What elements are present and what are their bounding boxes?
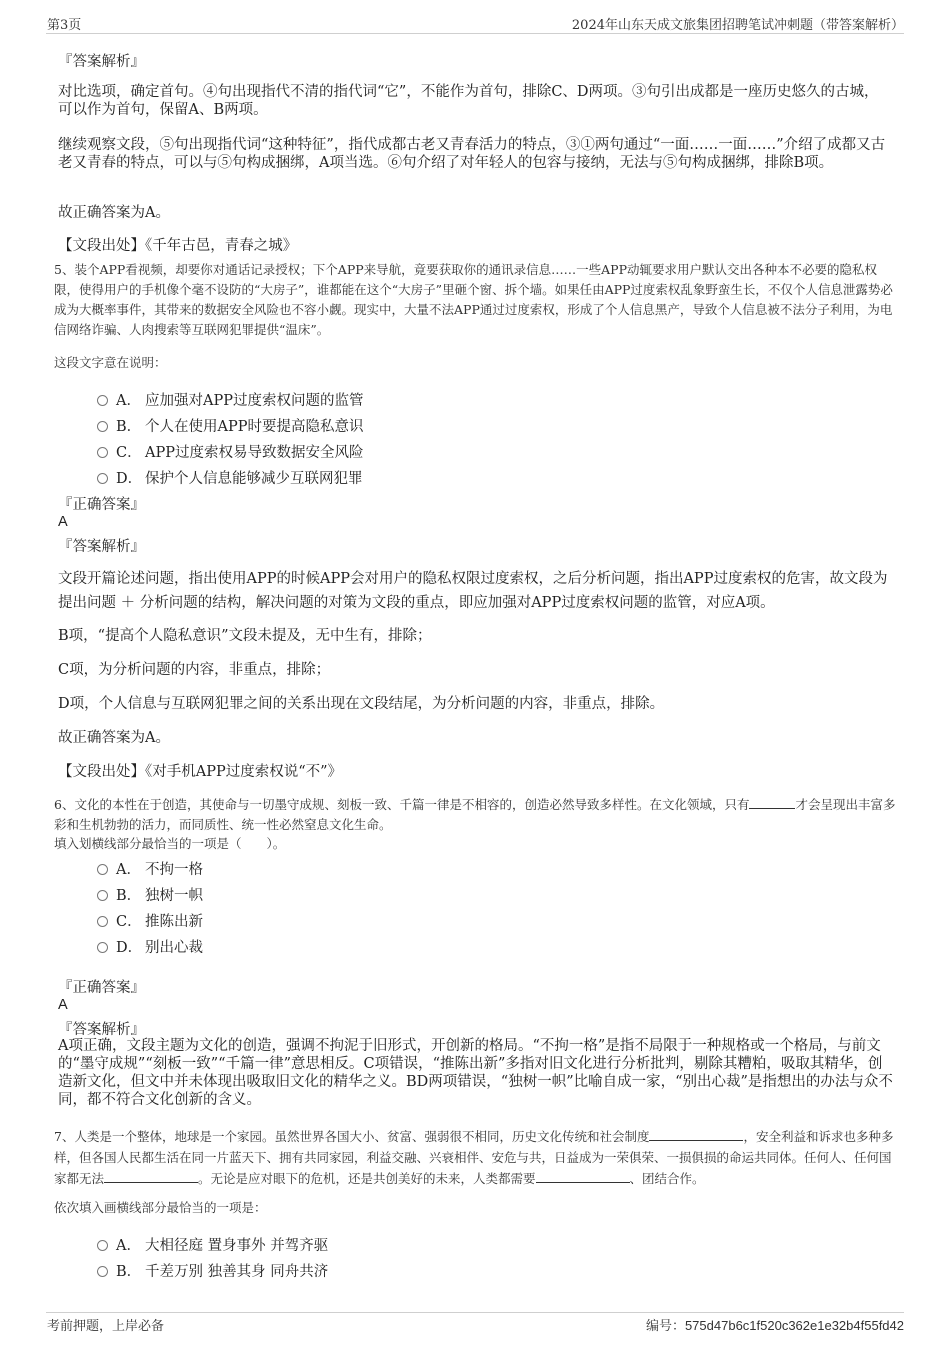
q6-analysis: A项正确，文段主题为文化的创造，强调不拘泥于旧形式，开创新的格局。“不拘一格”是指不局限于一种规格或一个格局，与前文的“墨守成规”“刻板一致”“千篇一律”意思相反。C项错误，“推陈出新”多指对旧文化进行分析批判，剔除其糟粕，吸取其精华，创造新文化，但文中并未体现出吸取旧文化的精华之义。BD两项错误，“独树一帜”比喻自成一家，“别出心裁”是指想出的办法与众不同，都不符合文化创新的含义。 xyxy=(58,1038,893,1108)
fill-blank xyxy=(749,796,795,809)
page-header xyxy=(0,0,950,34)
q6-prompt: 填入划横线部分最恰当的一项是（ ）。 xyxy=(54,836,286,851)
q6-correct-answer: A xyxy=(58,997,68,1013)
q4-analysis-p1: 对比选项，确定首句。④句出现指代不清的指代词“它”，不能作为首句，排除C、D两项。③句引出成都是一座历史悠久的古城，可以作为首句，保留A、B两项。 xyxy=(58,84,879,118)
radio-button[interactable] xyxy=(97,916,108,927)
document-code xyxy=(646,1315,904,1334)
q5-answer: 故正确答案为A。 xyxy=(58,730,170,746)
option-letter: A． xyxy=(116,862,141,878)
q5-analysis-p4: D项，个人信息与互联网犯罪之间的关系出现在文段结尾，为分析问题的内容，非重点，排除。 xyxy=(58,696,665,712)
code-value: 575d47b6c1f520c362e1e32b4f55fd42 xyxy=(684,1318,904,1333)
option-letter: B． xyxy=(116,888,142,904)
radio-button[interactable] xyxy=(97,942,108,953)
radio-button[interactable] xyxy=(97,421,108,432)
code-label: 编号： xyxy=(645,1319,685,1334)
footer-slogan: 考前押题，上岸必备 xyxy=(47,1319,165,1334)
q7-prompt: 依次填入画横线部分最恰当的一项是： xyxy=(54,1200,267,1215)
option-letter: D． xyxy=(116,471,143,487)
q5-correct-label: 『正确答案』 xyxy=(58,497,145,513)
option-text: 个人在使用APP时要提高隐私意识 xyxy=(145,419,364,435)
radio-button[interactable] xyxy=(97,1240,108,1251)
footer-divider xyxy=(46,1312,904,1313)
q6-correct-label: 『正确答案』 xyxy=(58,980,145,996)
header-divider xyxy=(46,33,904,34)
option-letter: A． xyxy=(116,393,141,409)
fill-blank xyxy=(649,1128,743,1141)
radio-button[interactable] xyxy=(97,473,108,484)
q5-correct-answer: A xyxy=(58,514,68,530)
q5-prompt: 这段文字意在说明： xyxy=(54,355,167,370)
option-text: APP过度索权易导致数据安全风险 xyxy=(145,445,364,461)
option-text: 千差万别 独善其身 同舟共济 xyxy=(145,1264,329,1280)
option-text: 保护个人信息能够减少互联网犯罪 xyxy=(145,471,363,487)
option-text: 不拘一格 xyxy=(145,862,203,878)
radio-button[interactable] xyxy=(97,890,108,901)
q5-source: 【文段出处】《对手机APP过度索权说“不”》 xyxy=(58,764,343,780)
radio-button[interactable] xyxy=(97,1266,108,1277)
q4-answer: 故正确答案为A。 xyxy=(58,205,170,221)
radio-button[interactable] xyxy=(97,447,108,458)
fill-blank xyxy=(536,1170,630,1183)
option-letter: C． xyxy=(116,914,142,930)
q7-stem-part4: 、团结合作。 xyxy=(629,1171,705,1186)
option-letter: B． xyxy=(116,1264,142,1280)
option-text: 独树一帜 xyxy=(145,888,203,904)
page-number: 第3页 xyxy=(47,18,82,33)
q7-stem-part3: 。无论是应对眼下的危机，还是共创美好的未来，人类都需要 xyxy=(198,1171,536,1186)
option-text: 推陈出新 xyxy=(145,914,203,930)
q6-stem xyxy=(54,795,896,835)
q5-analysis-p1: 文段开篇论述问题，指出使用APP的时候APP会对用户的隐私权限过度索权，之后分析问题，指出APP过度索权的危害，故文段为提出问题 ＋ 分析问题的结构，解决问题的对策为文段的重点，即应加强对APP过度索权问题的监管，对应A项。 xyxy=(58,571,888,611)
option-letter: B． xyxy=(116,419,142,435)
option-letter: C． xyxy=(116,445,142,461)
fill-blank xyxy=(104,1170,198,1183)
q5-analysis-label: 『答案解析』 xyxy=(58,539,145,555)
option-text: 别出心裁 xyxy=(145,940,203,956)
q6-analysis-label: 『答案解析』 xyxy=(58,1022,145,1038)
q6-stem-part1: 6、文化的本性在于创造，其使命与一切墨守成规、刻板一致、千篇一律是不相容的，创造必然导致多样性。在文化领域，只有 xyxy=(54,797,750,812)
radio-button[interactable] xyxy=(97,864,108,875)
q4-analysis-p2: 继续观察文段，⑤句出现指代词“这种特征”，指代成都古老又青春活力的特点，③①两句通过“一面……一面……”介绍了成都又古老又青春的特点，可以与⑤句构成捆绑，A项当选。⑥句介绍了对年轻人的包容与接纳，无法与⑤句构成捆绑，排除B项。 xyxy=(58,137,886,171)
option-letter: D． xyxy=(116,940,143,956)
q4-analysis-label: 『答案解析』 xyxy=(58,54,145,70)
q4-source: 【文段出处】《千年古邑，青春之城》 xyxy=(58,238,298,254)
q7-stem xyxy=(54,1126,896,1189)
q6-stem-part2: 才会呈现出丰富多彩和生机勃勃的活力，而同质性、统一性必然窒息文化生命。 xyxy=(54,797,896,832)
q5-stem: 5、装个APP看视频，却要你对通话记录授权；下个APP来导航，竟要获取你的通讯录信息……一些APP动辄要求用户默认交出各种本不必要的隐私权限，使得用户的手机像个毫不设防的“大房子”，谁都能在这个“大房子”里砸个窗、拆个墙。如果任由APP过度索权乱象野蛮生长，不仅个人信息泄露势必成为大概率事件，其带来的数据安全风险也不容小觑。现实中，大量不法APP通过过度索权，形成了个人信息黑产，导致个人信息被不法分子利用，为电信网络诈骗、人肉搜索等互联网犯罪提供“温床”。 xyxy=(54,262,893,337)
option-letter: A． xyxy=(116,1238,141,1254)
q7-stem-part1: 7、人类是一个整体，地球是一个家园。虽然世界各国大小、贫富、强弱很不相同，历史文化传统和社会制度 xyxy=(54,1129,650,1144)
option-text: 应加强对APP过度索权问题的监管 xyxy=(145,393,364,409)
q5-analysis-p3: C项，为分析问题的内容，非重点，排除； xyxy=(58,662,331,678)
q7-stem-part2: ，安全利益和诉求也多种多样，但各国人民都生活在同一片蓝天下、拥有共同家园，利益交融、兴衰相伴、安危与共，日益成为一荣俱荣、一损俱损的命运共同体。任何人、任何国家都无法 xyxy=(54,1129,894,1186)
q5-analysis-p2: B项，“提高个人隐私意识”文段未提及，无中生有，排除； xyxy=(58,628,432,644)
document-title: 2024年山东天成文旅集团招聘笔试冲刺题（带答案解析） xyxy=(571,18,904,33)
radio-button[interactable] xyxy=(97,395,108,406)
option-text: 大相径庭 置身事外 并驾齐驱 xyxy=(145,1238,329,1254)
